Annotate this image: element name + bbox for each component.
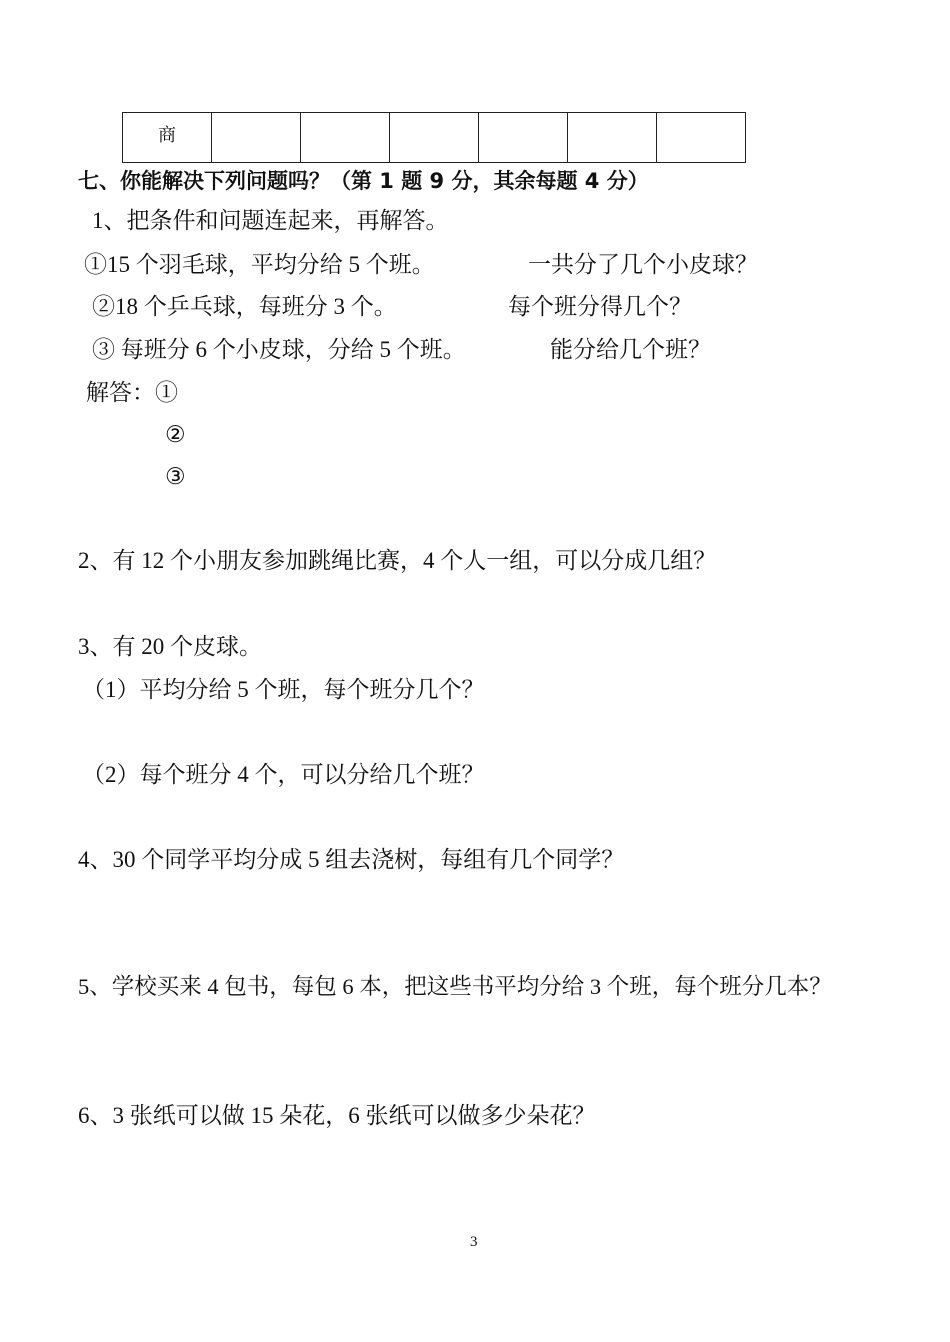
q1-answer-mark-3: ③ <box>165 464 186 489</box>
answer-cell[interactable] <box>390 113 479 163</box>
answer-cell[interactable] <box>479 113 568 163</box>
q1-answer-label: 解答：① <box>86 380 178 405</box>
q1-instruction: 1、把条件和问题连起来，再解答。 <box>92 208 449 233</box>
q1-condition-2: ②18 个乒乓球，每班分 3 个。 <box>92 294 397 319</box>
q1-question-1: 一共分了几个小皮球？ <box>528 252 758 277</box>
q1-condition-3: ③ 每班分 6 个小皮球，分给 5 个班。 <box>92 337 466 362</box>
answer-cell[interactable] <box>212 113 301 163</box>
quotient-table <box>122 112 746 163</box>
q3-text: 3、有 20 个皮球。 <box>78 634 262 659</box>
q6-text: 6、3 张纸可以做 15 朵花，6 张纸可以做多少朵花？ <box>78 1103 596 1128</box>
answer-cell[interactable] <box>568 113 657 163</box>
q1-question-3: 能分给几个班？ <box>550 337 711 362</box>
q3-sub-1: （1）平均分给 5 个班，每个班分几个？ <box>82 677 485 702</box>
page-number: 3 <box>470 1234 478 1250</box>
table-row <box>123 113 746 163</box>
q5-text: 5、学校买来 4 包书，每包 6 本，把这些书平均分给 3 个班，每个班分几本？ <box>78 974 832 999</box>
q1-answer-mark-2: ② <box>165 422 186 447</box>
answer-cell[interactable] <box>301 113 390 163</box>
section-title: 七、你能解决下列问题吗？（第 1 题 9 分，其余每题 4 分） <box>78 169 649 193</box>
q2-text: 2、有 12 个小朋友参加跳绳比赛，4 个人一组，可以分成几组？ <box>78 548 717 573</box>
q3-sub-2: （2）每个班分 4 个，可以分给几个班？ <box>82 762 485 787</box>
answer-cell[interactable] <box>657 113 746 163</box>
q1-question-2: 每个班分得几个？ <box>508 294 692 319</box>
q4-text: 4、30 个同学平均分成 5 组去浇树，每组有几个同学？ <box>78 847 625 872</box>
table-row-label: 商 <box>123 113 212 163</box>
q1-condition-1: ①15 个羽毛球，平均分给 5 个班。 <box>84 252 435 277</box>
